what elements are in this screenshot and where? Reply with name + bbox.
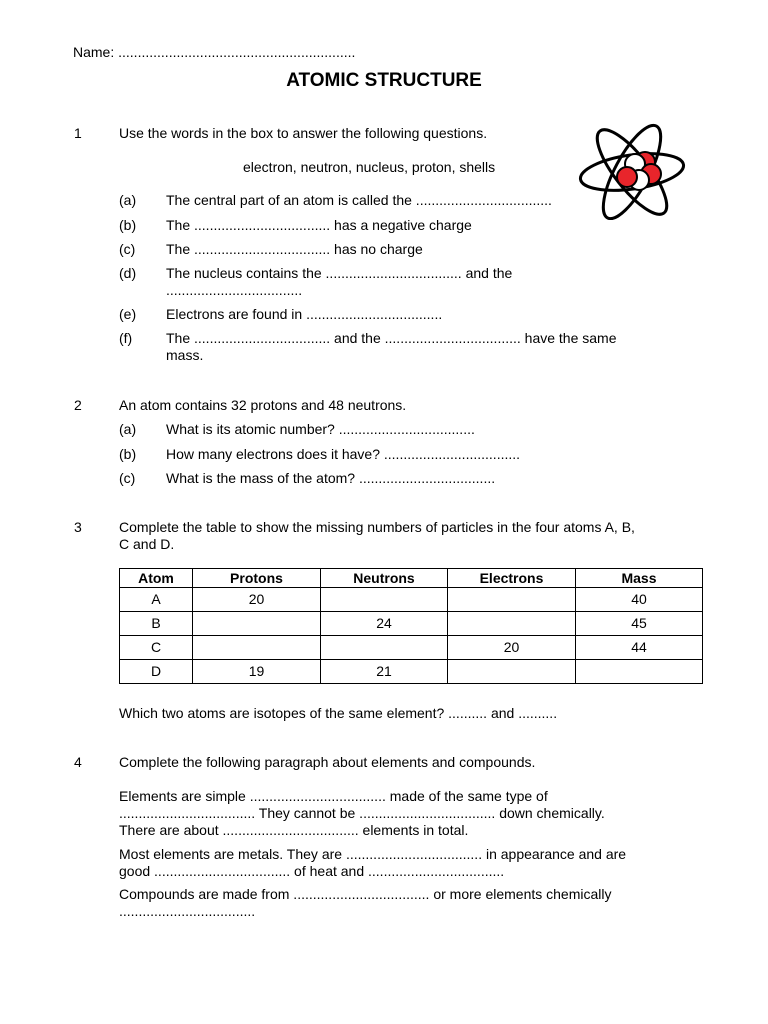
cell-electrons[interactable] [448, 612, 576, 636]
q4-intro: Complete the following paragraph about elements and compounds. [119, 754, 536, 770]
q2a-label: (a) [119, 421, 137, 437]
cell-neutrons[interactable]: 24 [321, 612, 448, 636]
q1-word-box: electron, neutron, nucleus, proton, shells [243, 159, 496, 175]
page-title: ATOMIC STRUCTURE [286, 70, 482, 91]
q1c-text[interactable]: The ................................... has no charge [166, 241, 423, 257]
cell-atom: D [120, 660, 193, 684]
q4-p1-line1[interactable]: Elements are simple ................................... made of the same type of [119, 788, 548, 804]
q1-intro: Use the words in the box to answer the following questions. [119, 125, 488, 141]
cell-protons[interactable]: 19 [193, 660, 321, 684]
q2-number: 2 [74, 397, 82, 413]
cell-mass[interactable]: 45 [576, 612, 703, 636]
table-row [120, 588, 703, 612]
q4-p3-line1[interactable]: Compounds are made from ................................... or more elements chemically [119, 886, 612, 902]
cell-mass[interactable]: 40 [576, 588, 703, 612]
cell-mass[interactable]: 44 [576, 636, 703, 660]
q4-p1-line2[interactable]: ................................... They cannot be ................................... down chemically. [119, 805, 605, 821]
header-atom: Atom [120, 569, 193, 588]
q3-intro: Complete the table to show the missing numbers of particles in the four atoms A, B, [119, 519, 635, 535]
cell-electrons[interactable]: 20 [448, 636, 576, 660]
q1d-text[interactable]: The nucleus contains the ................................... and the [166, 265, 513, 281]
cell-electrons[interactable] [448, 588, 576, 612]
table-row [120, 612, 703, 636]
cell-atom: C [120, 636, 193, 660]
cell-protons[interactable]: 20 [193, 588, 321, 612]
header-neutrons: Neutrons [321, 569, 448, 588]
q1f-text-cont: mass. [166, 347, 204, 363]
nucleus-particle [617, 167, 637, 187]
q1a-label: (a) [119, 192, 137, 208]
q4-p1-line3[interactable]: There are about ................................... elements in total. [119, 822, 469, 838]
q1f-label: (f) [119, 330, 133, 346]
q1a-text[interactable]: The central part of an atom is called the ................................... [166, 192, 552, 208]
cell-atom: B [120, 612, 193, 636]
q4-p2-line2[interactable]: good ................................... of heat and ................................... [119, 863, 505, 879]
q1e-text[interactable]: Electrons are found in ................................... [166, 306, 443, 322]
cell-mass[interactable] [576, 660, 703, 684]
q4-number: 4 [74, 754, 82, 770]
cell-atom: A [120, 588, 193, 612]
cell-protons[interactable] [193, 612, 321, 636]
cell-neutrons[interactable] [321, 636, 448, 660]
cell-neutrons[interactable]: 21 [321, 660, 448, 684]
q1b-label: (b) [119, 217, 137, 233]
particles-table [119, 568, 703, 684]
q1b-text[interactable]: The ................................... has a negative charge [166, 217, 472, 233]
header-protons: Protons [193, 569, 321, 588]
q3-number: 3 [74, 519, 82, 535]
cell-electrons[interactable] [448, 660, 576, 684]
atom-icon [577, 120, 687, 220]
q4-p3-line2[interactable]: ................................... [119, 903, 256, 919]
q2b-text[interactable]: How many electrons does it have? ................................... [166, 446, 521, 462]
q1d-label: (d) [119, 265, 137, 281]
q2c-text[interactable]: What is the mass of the atom? ................................... [166, 470, 496, 486]
q2b-label: (b) [119, 446, 137, 462]
cell-protons[interactable] [193, 636, 321, 660]
q2-intro: An atom contains 32 protons and 48 neutrons. [119, 397, 407, 413]
q1d-text-cont[interactable]: ................................... [166, 282, 303, 298]
q4-p2-line1[interactable]: Most elements are metals. They are ................................... in appearance and are [119, 846, 627, 862]
name-field[interactable]: Name: ............................................................. [73, 44, 356, 60]
table-header-row [120, 569, 703, 588]
q1c-label: (c) [119, 241, 136, 257]
header-mass: Mass [576, 569, 703, 588]
q2a-text[interactable]: What is its atomic number? ................................... [166, 421, 475, 437]
header-electrons: Electrons [448, 569, 576, 588]
q1-number: 1 [74, 125, 82, 141]
q3-isotope-question[interactable]: Which two atoms are isotopes of the same element? .......... and .......... [119, 705, 558, 721]
cell-neutrons[interactable] [321, 588, 448, 612]
q1e-label: (e) [119, 306, 137, 322]
q2c-label: (c) [119, 470, 136, 486]
table-row [120, 660, 703, 684]
q1f-text[interactable]: The ................................... and the ................................... have the same [166, 330, 617, 346]
q3-intro-cont: C and D. [119, 536, 175, 552]
table-row [120, 636, 703, 660]
